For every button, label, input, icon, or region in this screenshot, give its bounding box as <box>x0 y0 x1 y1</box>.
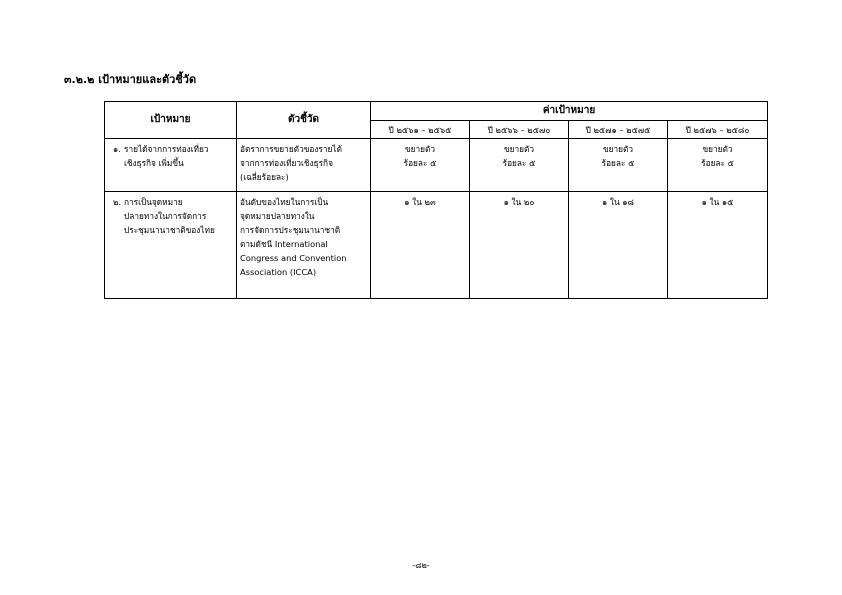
goal-line: รายได้จากการท่องเที่ยว <box>124 144 209 154</box>
page-number: -๘๒- <box>412 561 430 570</box>
target-value-line: ร้อยละ ๕ <box>403 158 437 168</box>
target-value-cell <box>569 139 668 192</box>
target-value-line: ร้อยละ ๕ <box>701 158 734 168</box>
goal-line: ประชุมนานาชาติของไทย <box>124 225 215 235</box>
target-value-cell <box>371 139 470 192</box>
target-value-line: ๑ ใน ๑๕ <box>701 197 734 207</box>
target-value-cell <box>569 192 668 299</box>
indicator-cell <box>237 139 371 192</box>
indicator-line: จากการท่องเที่ยวเชิงธุรกิจ <box>240 158 333 168</box>
target-value-line: ขยายตัว <box>404 144 436 154</box>
target-value-line: ๑ ใน ๒๐ <box>503 197 535 207</box>
table-row <box>105 192 768 299</box>
targets-table <box>104 101 768 299</box>
table-row <box>105 139 768 192</box>
header-indicator: ตัวชี้วัด <box>237 102 371 139</box>
section-heading: ๓.๒.๒ เป้าหมายและตัวชี้วัด <box>64 73 197 86</box>
indicator-line: อัตราการขยายตัวของรายได้ <box>240 144 342 154</box>
header-year-3: ปี ๒๕๗๑ – ๒๕๗๕ <box>569 121 668 139</box>
header-goal: เป้าหมาย <box>105 102 237 139</box>
target-value-cell <box>470 139 569 192</box>
target-value-cell <box>371 192 470 299</box>
indicator-line: Congress and Convention <box>240 253 347 263</box>
indicator-line: อันดับของไทยในการเป็น <box>240 197 329 207</box>
indicator-line: การจัดการประชุมนานาชาติ <box>240 225 341 235</box>
target-value-line: ขยายตัว <box>602 144 634 154</box>
target-value-line: ๑ ใน ๒๓ <box>404 197 436 207</box>
indicator-line: Association (ICCA) <box>240 267 317 277</box>
goal-cell <box>105 192 237 299</box>
goal-line: เชิงธุรกิจ เพิ่มขึ้น <box>124 158 184 168</box>
target-value-line: ร้อยละ ๕ <box>502 158 536 168</box>
indicator-line: ตามดัชนี International <box>240 239 328 249</box>
goal-number: ๒. <box>113 197 122 207</box>
indicator-cell <box>237 192 371 299</box>
header-year-1: ปี ๒๕๖๑ – ๒๕๖๕ <box>371 121 470 139</box>
goal-cell <box>105 139 237 192</box>
target-value-line: ขยายตัว <box>702 144 733 154</box>
target-value-cell <box>668 139 768 192</box>
indicator-line: จุดหมายปลายทางใน <box>240 211 315 221</box>
target-value-cell <box>470 192 569 299</box>
target-value-line: ขยายตัว <box>503 144 535 154</box>
header-target-values: ค่าเป้าหมาย <box>371 102 768 121</box>
goal-line: ปลายทางในการจัดการ <box>124 211 207 221</box>
header-year-2: ปี ๒๕๖๖ – ๒๕๗๐ <box>470 121 569 139</box>
target-value-line: ๑ ใน ๑๘ <box>602 197 634 207</box>
target-value-cell <box>668 192 768 299</box>
header-year-4: ปี ๒๕๗๖ – ๒๕๘๐ <box>668 121 768 139</box>
goal-line: การเป็นจุดหมาย <box>124 197 183 207</box>
indicator-line: (เฉลี่ยร้อยละ) <box>240 172 289 182</box>
goal-number: ๑. <box>113 144 121 154</box>
target-value-line: ร้อยละ ๕ <box>601 158 635 168</box>
